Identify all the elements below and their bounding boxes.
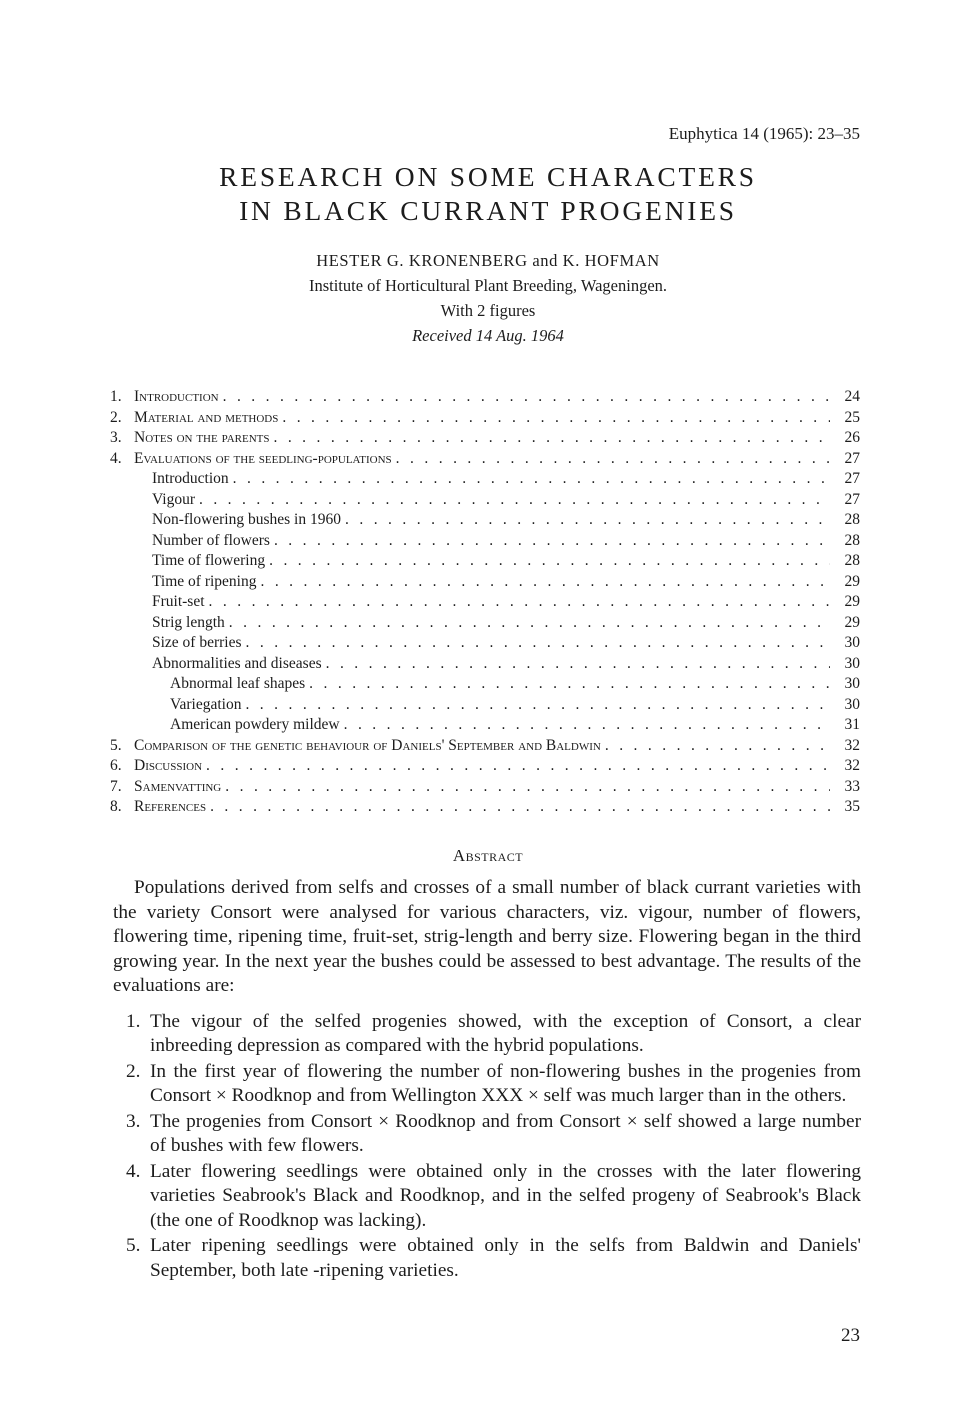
toc-leader-dots xyxy=(605,736,830,757)
toc-entry-number: 3. xyxy=(110,429,122,446)
result-text: The vigour of the selfed progenies showed, with the exception of Consort, a clear inbreeding depression as compared with the hybrid populations. xyxy=(150,1010,861,1056)
toc-entry xyxy=(110,572,860,593)
toc-entry xyxy=(110,387,860,408)
page-number: 23 xyxy=(841,1325,860,1346)
toc-entry xyxy=(110,695,860,716)
toc-entry-page: 32 xyxy=(844,757,860,774)
toc-entry-page: 30 xyxy=(844,675,860,692)
toc-entry-page: 31 xyxy=(844,716,860,733)
toc-entry-label: References xyxy=(134,798,207,815)
result-item xyxy=(113,1010,861,1059)
toc-leader-dots xyxy=(246,633,830,654)
toc-entry-label: Introduction xyxy=(152,470,229,487)
toc-entry-label: Material and methods xyxy=(134,408,279,426)
toc-entry-page: 28 xyxy=(844,511,860,528)
toc-leader-dots xyxy=(223,387,830,408)
toc-entry xyxy=(110,531,860,552)
toc-entry-number: 6. xyxy=(110,757,122,774)
toc-entry xyxy=(110,449,860,470)
toc-entry xyxy=(110,654,860,675)
toc-entry-page: 33 xyxy=(844,777,860,795)
toc-leader-dots xyxy=(282,408,830,429)
toc-leader-dots xyxy=(260,572,830,593)
toc-leader-dots xyxy=(273,428,830,449)
result-number: 1. xyxy=(126,1010,141,1032)
result-number: 5. xyxy=(126,1235,141,1256)
toc-entry-page: 27 xyxy=(844,449,860,467)
toc-leader-dots xyxy=(209,592,830,613)
toc-leader-dots xyxy=(206,756,830,777)
toc-entry-label: Variegation xyxy=(170,695,242,713)
toc-leader-dots xyxy=(229,613,830,634)
toc-entry-label: Vigour xyxy=(152,490,195,508)
toc-entry xyxy=(110,633,860,654)
toc-entry-page: 24 xyxy=(844,388,860,405)
toc-entry-page: 35 xyxy=(844,798,860,815)
toc-leader-dots xyxy=(344,715,830,736)
title-line-2: IN BLACK CURRANT PROGENIES xyxy=(239,195,737,226)
toc-entry-label: Samenvatting xyxy=(134,777,222,795)
toc-entry-label: Strig length xyxy=(152,613,225,631)
toc-entry xyxy=(110,613,860,634)
toc-entry-page: 28 xyxy=(844,531,860,549)
toc-leader-dots xyxy=(274,531,830,552)
toc-leader-dots xyxy=(225,777,830,798)
toc-entry-number: 7. xyxy=(110,777,122,795)
result-number: 3. xyxy=(126,1110,141,1132)
title-line-1: RESEARCH ON SOME CHARACTERS xyxy=(219,161,757,192)
result-item xyxy=(113,1110,861,1159)
toc-entry-page: 27 xyxy=(844,470,860,487)
toc-entry-label: Time of flowering xyxy=(152,552,266,569)
toc-entry xyxy=(110,797,860,818)
toc-entry-number: 5. xyxy=(110,736,122,754)
toc-entry-page: 29 xyxy=(844,613,860,631)
abstract-intro: Populations derived from selfs and crosses of a small number of black currant varieties with the variety Consort were analysed for various characters, viz. vigour, number of flowers, flowering time, ripening time, fruit-set, strig-length and berry size. Flowering began in the third growing year. In the next year the bushes could be assessed to best advantage. The results of the evaluations are: xyxy=(113,877,861,996)
toc-entry-page: 26 xyxy=(844,429,860,446)
toc-entry-label: Abnormalities and diseases xyxy=(152,654,322,672)
result-text: The progenies from Consort × Roodknop and from Consort × self showed a large number of bushes with few flowers. xyxy=(150,1110,861,1156)
figure-count: With 2 figures xyxy=(440,301,536,320)
toc-entry-page: 30 xyxy=(844,695,860,713)
abstract xyxy=(113,876,861,1284)
toc-entry xyxy=(110,777,860,798)
result-text: Later ripening seedlings were obtained only in the selfs from Baldwin and Daniels' September, both late -ripening varieties. xyxy=(150,1235,861,1281)
result-item xyxy=(113,1234,861,1283)
result-item xyxy=(113,1060,861,1109)
toc-entry-label: Time of ripening xyxy=(152,572,257,590)
toc-entry-label: Fruit-set xyxy=(152,593,205,610)
result-item xyxy=(113,1160,861,1234)
result-number: 4. xyxy=(126,1160,141,1182)
toc-entry-label: Size of berries xyxy=(152,634,242,651)
toc-leader-dots xyxy=(326,654,830,675)
toc-leader-dots xyxy=(269,551,830,572)
toc-entry-page: 30 xyxy=(844,654,860,672)
author-names: HESTER G. KRONENBERG and K. HOFMAN xyxy=(316,251,660,270)
toc-leader-dots xyxy=(345,510,830,531)
toc-entry xyxy=(110,592,860,613)
toc-entry-page: 29 xyxy=(844,572,860,590)
toc-entry-label: Notes on the parents xyxy=(134,429,270,446)
toc-entry xyxy=(110,715,860,736)
received-date: Received 14 Aug. 1964 xyxy=(412,326,564,345)
paper-title xyxy=(0,160,976,228)
toc-entry-label: Abnormal leaf shapes xyxy=(170,675,306,692)
toc-entry-label: Non-flowering bushes in 1960 xyxy=(152,511,341,528)
result-text: In the first year of flowering the number of non-flowering bushes in the progenies from Consort × Roodknop and from Wellington XXX × self was much larger than in the others. xyxy=(150,1060,861,1106)
toc-entry-page: 32 xyxy=(844,736,860,754)
toc-entry xyxy=(110,490,860,511)
result-number: 2. xyxy=(126,1060,141,1082)
toc-entry-label: Evaluations of the seedling-populations xyxy=(134,449,392,467)
toc-entry-page: 29 xyxy=(844,593,860,610)
toc-entry xyxy=(110,510,860,531)
toc-entry-page: 25 xyxy=(844,408,860,426)
toc-leader-dots xyxy=(396,449,830,470)
toc-leader-dots xyxy=(199,490,830,511)
toc-entry-page: 30 xyxy=(844,634,860,651)
toc-entry xyxy=(110,674,860,695)
toc-entry-number: 8. xyxy=(110,798,122,815)
toc-entry-number: 1. xyxy=(110,388,122,405)
toc-entry xyxy=(110,428,860,449)
toc-entry xyxy=(110,756,860,777)
toc-entry-number: 2. xyxy=(110,408,122,426)
toc-entry-number: 4. xyxy=(110,449,122,467)
toc-entry-label: Comparison of the genetic behaviour of Daniels' September and Baldwin xyxy=(134,736,601,754)
toc-entry-label: Number of flowers xyxy=(152,531,270,549)
author-block xyxy=(0,248,976,348)
toc-entry xyxy=(110,408,860,429)
journal-reference: Euphytica 14 (1965): 23–35 xyxy=(668,124,860,143)
table-of-contents xyxy=(110,387,860,818)
toc-entry-page: 27 xyxy=(844,490,860,508)
toc-entry xyxy=(110,469,860,490)
toc-entry-page: 28 xyxy=(844,552,860,569)
result-text: Later flowering seedlings were obtained only in the crosses with the later flowering varieties Seabrook's Black and Roodknop, and in the selfed progeny of Seabrook's Black (the one of Roodknop was lacking). xyxy=(150,1160,861,1231)
toc-leader-dots xyxy=(210,797,830,818)
toc-entry-label: Discussion xyxy=(134,757,203,774)
toc-entry xyxy=(110,736,860,757)
toc-leader-dots xyxy=(233,469,830,490)
toc-leader-dots xyxy=(245,695,830,716)
toc-leader-dots xyxy=(309,674,830,695)
toc-entry-label: American powdery mildew xyxy=(170,716,340,733)
toc-entry-label: Introduction xyxy=(134,388,219,405)
results-list xyxy=(113,1010,861,1284)
toc-entry xyxy=(110,551,860,572)
abstract-heading: Abstract xyxy=(452,846,524,865)
institute: Institute of Horticultural Plant Breeding, Wageningen. xyxy=(308,276,668,295)
